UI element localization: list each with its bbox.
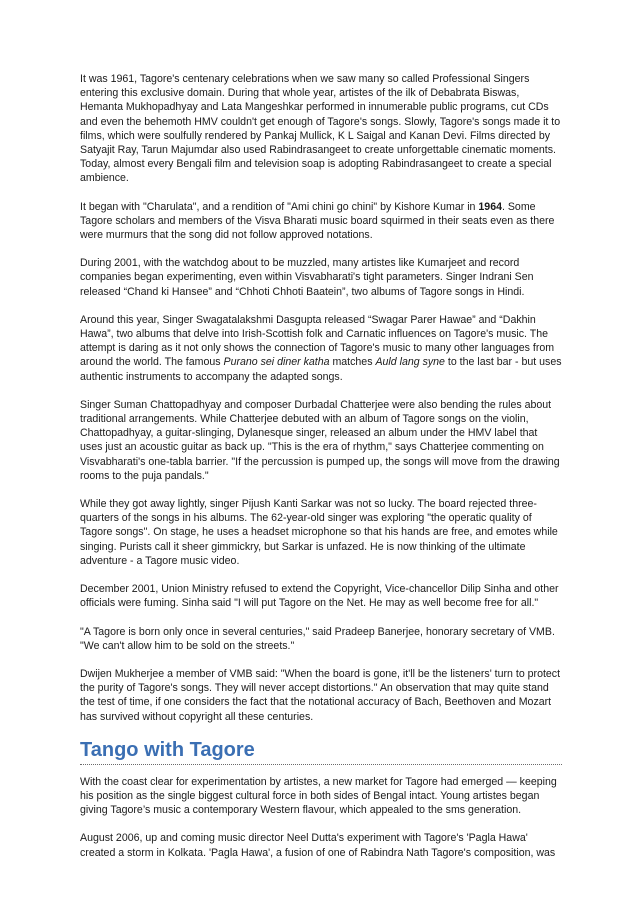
document-page [80,72,562,874]
paragraph: While they got away lightly, singer Pijush Kanti Sarkar was not so lucky. The board rejected three-quarters of the songs in his albums. The 62-year-old singer was exploring "the operatic quality of Tagore songs". On stage, he uses a headset microphone so that his hands are free, and emotes while singing. Purists call it sheer gimmickry, but Sarkar is unfazed. He is now thinking of the ultimate adventure - a Tagore music video. [80,498,558,567]
paragraph: With the coast clear for experimentation by artistes, a new market for Tagore had emerged — keeping his position as the single biggest cultural force in both sides of Bengal intact. Young artistes began giving Tagore’s music a contemporary Western flavour, which appealed to the sms generation. [80,775,557,817]
paragraph: During 2001, with the watchdog about to be muzzled, many artistes like Kumarjeet and record companies began experimenting, even within Visvabharati's tight parameters. Singer Indrani Sen released “Chand ki Hansee” and “Chhoti Chhoti Baatein”, two albums of Tagore songs in Hindi. [80,257,534,298]
text-run: Around this year, Singer Swagatalakshmi Dasgupta released “Swagar Parer Hawae” and “Dakhin Hawa”, two albums that delve into Irish-Scottish folk and Carnatic influences on Tagore's music. The attempt is daring as it not only shows the connection of Tagore's music to many other languages from around the world. The famous [80,313,555,369]
bold-year: 1964 [478,200,502,213]
paragraph: "A Tagore is born only once in several centuries," said Pradeep Banerjee, honorary secretary of VMB. "We can't allow him to be sold on the streets." [80,625,555,652]
text-run: . Some Tagore scholars and members of the Visva Bharati music board squirmed in their seats even as there were murmurs that the song did not follow approved notations. [80,200,555,242]
text-run: It began with "Charulata", and a rendition of "Ami chini go chini" by Kishore Kumar in [80,200,479,213]
section-heading: Tango with Tagore [80,738,562,765]
text-run: to the last bar - but uses authentic instruments to accompany the adapted songs. [80,356,562,383]
paragraph [80,313,562,384]
italic-song-title: Purano sei diner katha [223,356,330,369]
paragraph: It was 1961, Tagore's centenary celebrations when we saw many so called Professional Singers entering this exclusive domain. During that whole year, artistes of the ilk of Debabrata Biswas, Hemanta Mukhopadhyay and Lata Mangeshkar performed in innumerable public programs, cut CDs and even the behemoth HMV couldn't get enough of Tagore's songs. Slowly, Tagore's songs made it to films, which were soulfully rendered by Pankaj Mullick, K L Saigal and Kanan Devi. Films directed by Satyajit Ray, Tarun Majumdar also used Rabindrasangeet to create unforgettable cinematic moments. Today, almost every Bengali film and television soap is adopting Rabindrasangeet to create a special ambience. [80,73,561,185]
text-run: matches [329,356,376,369]
paragraph [80,200,562,243]
paragraph: December 2001, Union Ministry refused to extend the Copyright, Vice-chancellor Dilip Sinha and other officials were fuming. Sinha said "I will put Tagore on the Net. He may as well become free for all." [80,583,559,610]
paragraph: Dwijen Mukherjee a member of VMB said: "When the board is gone, it'll be the listeners' turn to protect the purity of Tagore's songs. They will never accept distortions." An observation that may quite stand the test of time, if one considers the fact that the notational accuracy of Bach, Beethoven and Mozart has survived without copyright all these centuries. [80,667,561,723]
paragraph: Singer Suman Chattopadhyay and composer Durbadal Chatterjee were also bending the rules about traditional arrangements. While Chatterjee debuted with an album of Tagore songs on the violin, Chattopadhyay, a guitar-slinging, Dylanesque singer, released an album under the HMV label that uses just an acoustic guitar as back up. "This is the era of rhythm," says Chatterjee commenting on Visvabharati's one-tabla barrier. "If the percussion is pumped up, the songs will move from the drawing rooms to the puja pandals." [80,398,560,482]
italic-song-title: Auld lang syne [375,356,445,369]
paragraph: August 2006, up and coming music director Neel Dutta's experiment with Tagore's 'Pagla Hawa' created a storm in Kolkata. 'Pagla Hawa', a fusion of one of Rabindra Nath Tagore's composition, was [80,832,556,859]
